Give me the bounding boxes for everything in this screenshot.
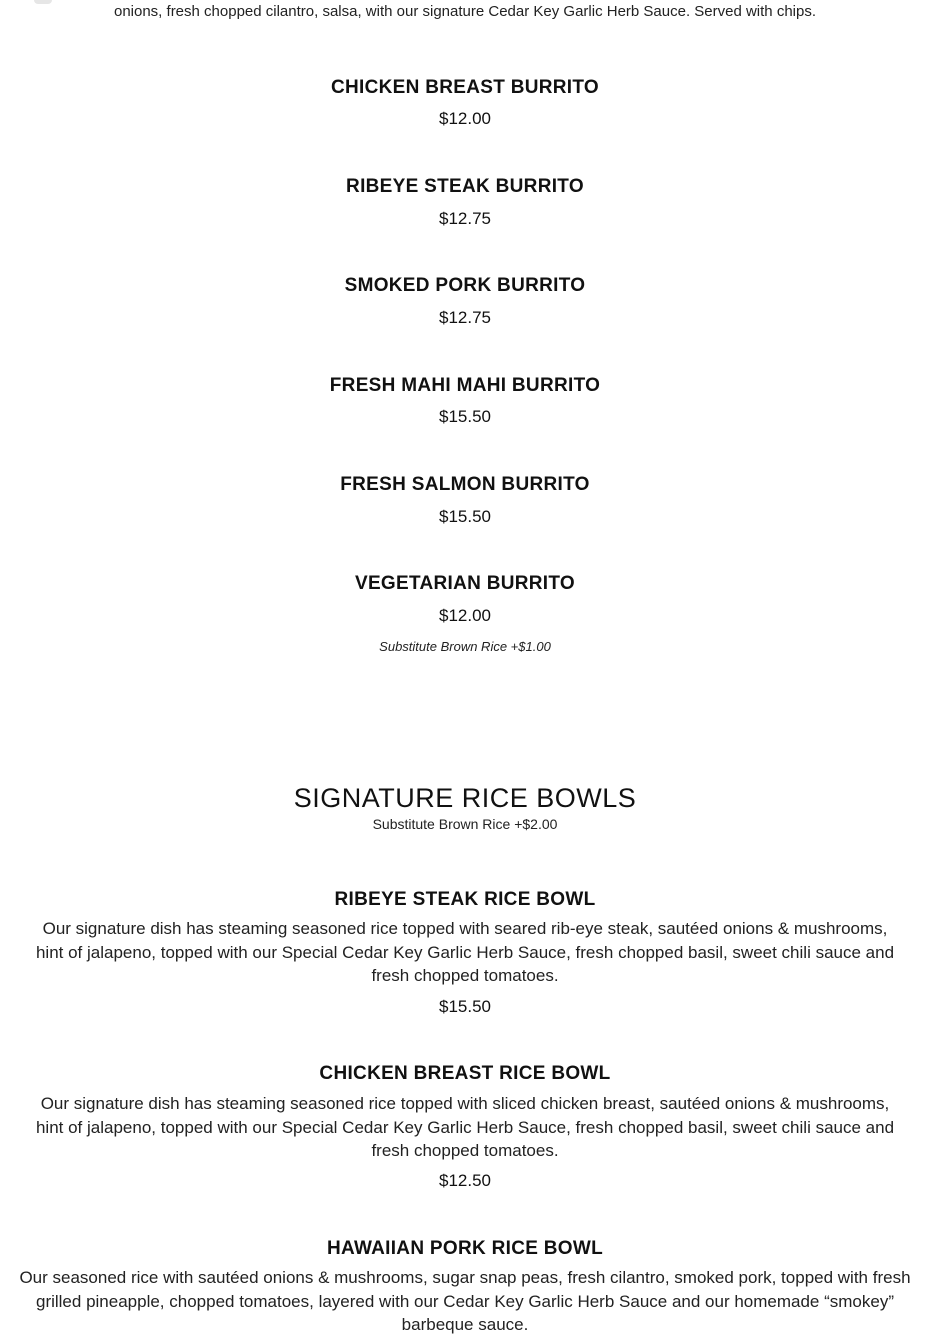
menu-item-description: Our signature dish has steaming seasoned rice topped with sliced chicken breast, sautéed onions & mushrooms, hint of jalapeno, topped with our Special Cedar Key Garlic Herb Sauce, fresh chopped basil, sweet chili sauce and fresh chopped tomatoes.: [35, 1094, 895, 1160]
menu-item-name: FRESH MAHI MAHI BURRITO: [329, 375, 601, 396]
menu-item-price: $12.00: [439, 606, 491, 625]
menu-item-price: $12.00: [439, 109, 491, 128]
menu-item-price: $15.50: [439, 407, 491, 426]
previous-item-description: onions, fresh chopped cilantro, salsa, with our signature Cedar Key Garlic Herb Sauce. Served with chips.: [113, 3, 817, 20]
menu-item-price: $12.50: [439, 1171, 491, 1190]
section-subtitle: Substitute Brown Rice +$2.00: [372, 816, 558, 832]
menu-item-price: $15.50: [439, 507, 491, 526]
menu-item-description: Our seasoned rice with sautéed onions & mushrooms, sugar snap peas, fresh cilantro, smoked pork, topped with fresh grilled pineapple, chopped tomatoes, layered with our Cedar Key Garlic Herb Sauce and our homemade “smokey” barbeque sauce.: [19, 1268, 911, 1334]
menu-item-name: RIBEYE STEAK BURRITO: [346, 176, 584, 197]
menu-item-name: CHICKEN BREAST BURRITO: [330, 77, 600, 98]
burrito-substitution-note: Substitute Brown Rice +$1.00: [379, 639, 551, 654]
menu-item-name: CHICKEN BREAST RICE BOWL: [319, 1063, 611, 1084]
menu-item-name: VEGETARIAN BURRITO: [354, 573, 576, 594]
menu-item-price: $15.50: [439, 997, 491, 1016]
menu-item-price: $12.75: [439, 209, 491, 228]
menu-item-name: RIBEYE STEAK RICE BOWL: [334, 889, 596, 910]
section-title: SIGNATURE RICE BOWLS: [293, 783, 637, 813]
menu-item-name: HAWAIIAN PORK RICE BOWL: [326, 1238, 604, 1259]
menu-item-price: $12.75: [439, 308, 491, 327]
menu-item-description: Our signature dish has steaming seasoned rice topped with seared rib-eye steak, sautéed onions & mushrooms, hint of jalapeno, topped with our Special Cedar Key Garlic Herb Sauce, fresh chopped basil, sweet chili sauce and fresh chopped tomatoes.: [35, 919, 895, 985]
menu-item-name: SMOKED PORK BURRITO: [344, 275, 586, 296]
menu-item-name: FRESH SALMON BURRITO: [340, 474, 590, 495]
